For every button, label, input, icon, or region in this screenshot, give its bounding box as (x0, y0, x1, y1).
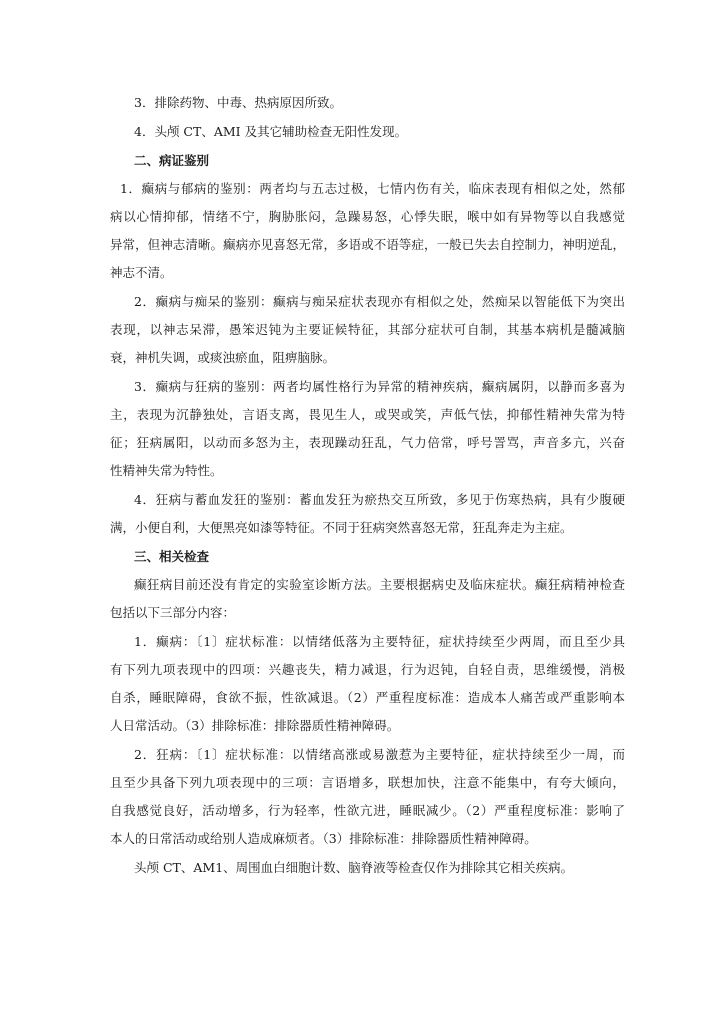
paragraph-line: 3．癫病与狂病的鉴别：两者均属性格行为异常的精神疾病，癫病属阴，以静而多喜为 (134, 379, 625, 394)
paragraph-line: 异常，但神志清晰。癫病亦见喜怒无常，多语或不语等症，一般已失去自控制力，神明逆乱， (110, 237, 625, 252)
paragraph-line: 有下列九项表现中的四项：兴趣丧失，精力减退，行为迟钝，自轻自责，思维缓慢，消极 (110, 662, 625, 677)
paragraph-line: 人日常活动。（3）排除标准：排除器质性精神障碍。 (110, 718, 400, 733)
paragraph-line: 自我感觉良好，活动增多，行为轻率，性欲亢进，睡眠减少。（2）严重程度标准：影响了 (110, 803, 625, 818)
section-heading-differential: 二、病证鉴别 (134, 153, 210, 168)
paragraph-line: 2．狂病：〔1〕症状标准：以情绪高涨或易激惹为主要特征，症状持续至少一周，而 (134, 747, 625, 762)
paragraph-line: 且至少具备下列九项表现中的三项：言语增多，联想加快，注意不能集中，有夸大倾向， (110, 775, 625, 790)
paragraph-line: 癫狂病目前还没有肯定的实验室诊断方法。主要根据病史及临床症状。癫狂病精神检查 (134, 577, 625, 592)
paragraph-line: 衰，神机失调，或痰浊瘀血，阻痹脑脉。 (110, 350, 336, 365)
exclusion-item-4: 4．头颅 CT、AMI 及其它辅助检查无阳性发现。 (134, 124, 408, 139)
paragraph-line: 1．癫病：〔1〕症状标准：以情绪低落为主要特征，症状持续至少两周，而且至少具 (134, 634, 625, 649)
paragraph-line: 本人的日常活动或给别人造成麻烦者。（3）排除标准：排除器质性精神障碍。 (110, 831, 537, 846)
paragraph-line: 主，表现为沉静独处，言语支离，畏见生人，或哭或笑，声低气怯，抑郁性精神失常为特 (110, 407, 625, 422)
paragraph-line: 征；狂病属阳，以动而多怒为主，表现躁动狂乱，气力倍常，呼号詈骂，声音多亢，兴奋 (110, 435, 625, 450)
paragraph-line: 满，小便自利，大便黑亮如漆等特征。不同于狂病突然喜怒无常，狂乱奔走为主症。 (110, 520, 573, 535)
paragraph-line: 包括以下三部分内容： (110, 605, 236, 620)
paragraph-line: 1．癫病与郁病的鉴别：两者均与五志过极，七情内伤有关，临床表现有相似之处，然郁 (120, 181, 625, 196)
paragraph-line: 2．癫病与痴呆的鉴别：癫病与痴呆症状表现亦有相似之处，然痴呆以智能低下为突出 (134, 294, 625, 309)
paragraph-line: 神志不清。 (110, 265, 173, 280)
section-heading-tests: 三、相关检查 (134, 549, 210, 564)
paragraph-line: 性精神失常为特性。 (110, 463, 223, 478)
paragraph-line: 头颅 CT、AM1、周围血白细胞计数、脑脊液等检查仅作为排除其它相关疾病。 (134, 860, 574, 875)
paragraph-line: 4．狂病与蓄血发狂的鉴别：蓄血发狂为瘀热交互所致，多见于伤寒热病，具有少腹硬 (134, 492, 625, 507)
exclusion-item-3: 3．排除药物、中毒、热病原因所致。 (134, 95, 342, 110)
paragraph-line: 表现，以神志呆滞，愚笨迟钝为主要证候特征，其部分症状可自制，其基本病机是髓减脑 (110, 322, 625, 337)
paragraph-line: 病以心情抑郁，情绪不宁，胸胁胀闷，急躁易怒，心悸失眠，喉中如有异物等以自我感觉 (110, 209, 625, 224)
paragraph-line: 自杀，睡眠障碍，食欲不振，性欲减退。（2）严重程度标准：造成本人痛苦或严重影响本 (110, 690, 625, 705)
